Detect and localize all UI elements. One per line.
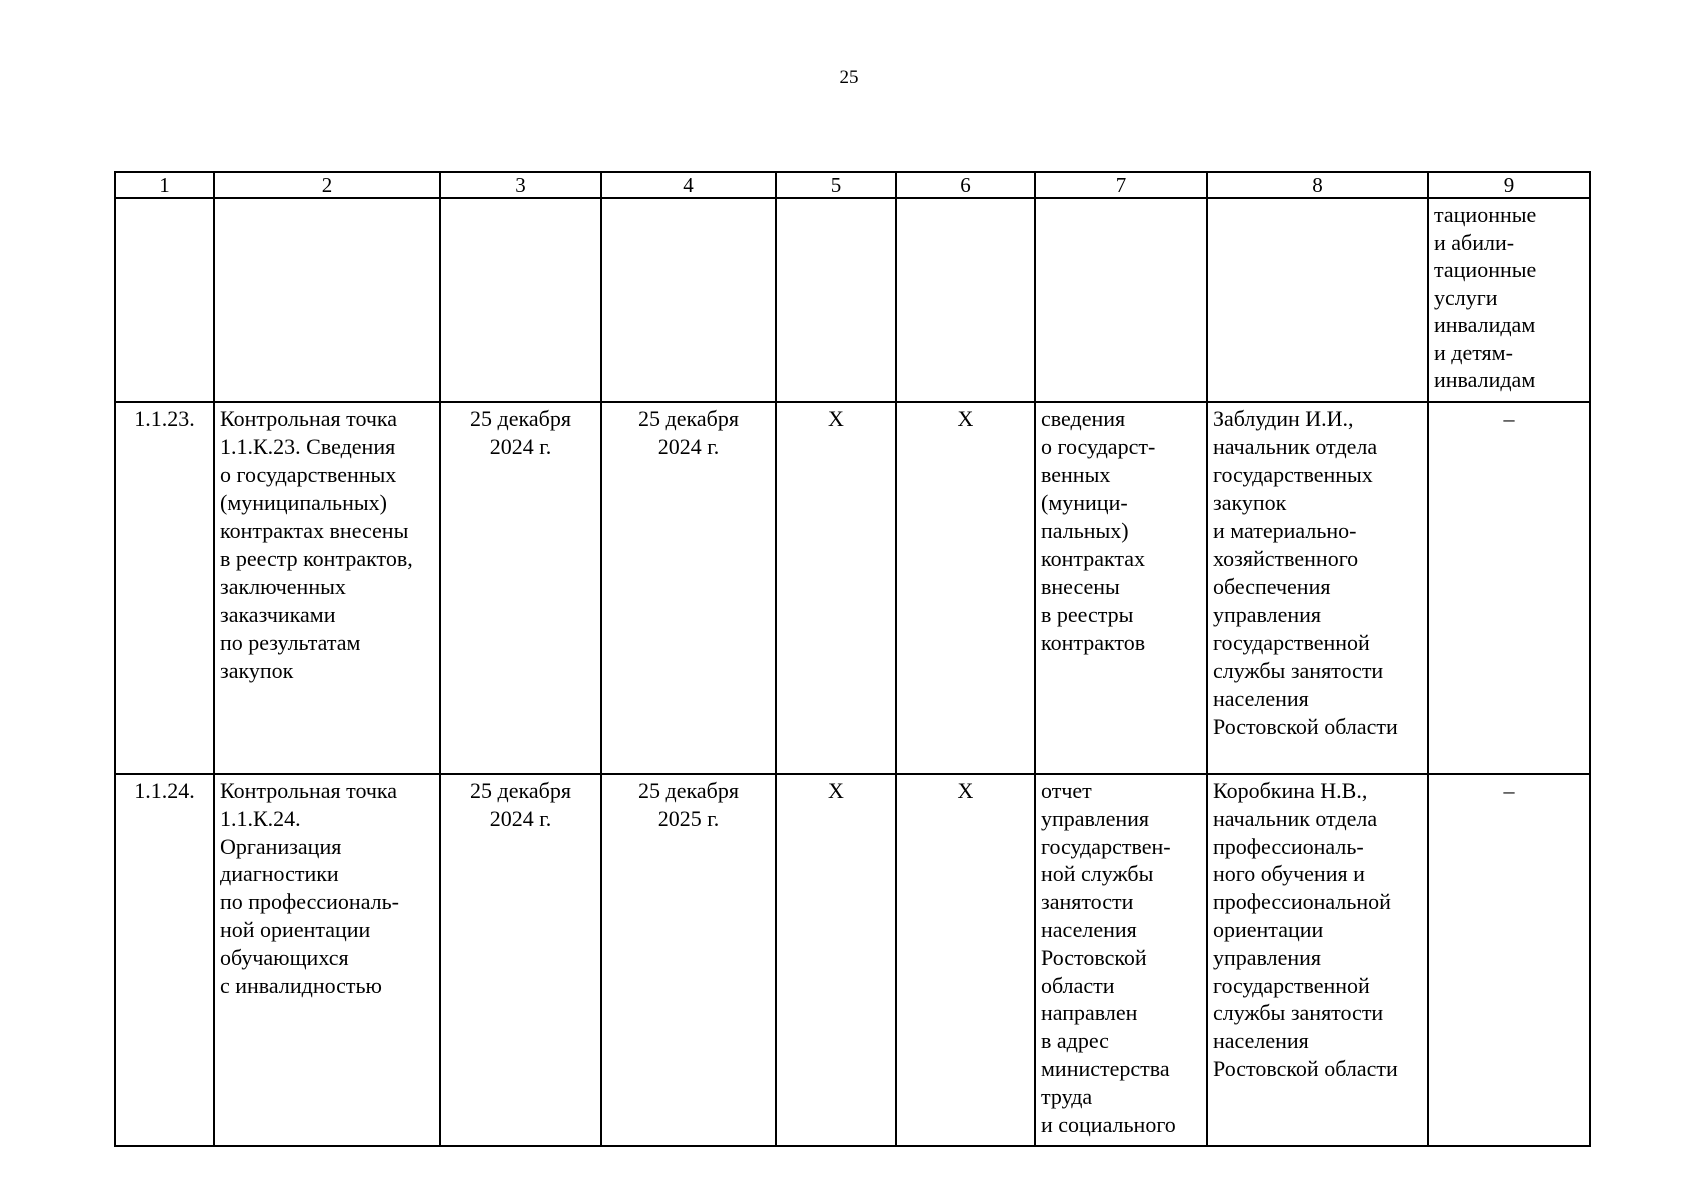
- header-cell-3: 3: [440, 172, 601, 198]
- cell-col5: Х: [776, 402, 896, 774]
- cell-number: 1.1.24.: [115, 774, 214, 1146]
- header-cell-2: 2: [214, 172, 440, 198]
- cell-name: Контрольная точка 1.1.К.23. Сведения о государственных (муниципальных) контрактах внесены в реестр контрактов, заключенных заказчиками по результатам закупок: [214, 402, 440, 774]
- cell-start-date: 25 декабря 2024 г.: [440, 774, 601, 1146]
- cell-number: 1.1.23.: [115, 402, 214, 774]
- cell-col9: –: [1428, 402, 1590, 774]
- cell-result: отчет управления государствен- ной службы занятости населения Ростовской области направлен в адрес министерства труда и социального: [1035, 774, 1207, 1146]
- cell-empty: [601, 198, 776, 402]
- cell-empty: [115, 198, 214, 402]
- cell-end-date: 25 декабря 2025 г.: [601, 774, 776, 1146]
- cell-col6: Х: [896, 774, 1035, 1146]
- table-row-continuation: [115, 198, 1590, 402]
- header-cell-4: 4: [601, 172, 776, 198]
- cell-col6: Х: [896, 402, 1035, 774]
- cell-col5: Х: [776, 774, 896, 1146]
- header-cell-9: 9: [1428, 172, 1590, 198]
- table-row: [115, 402, 1590, 774]
- header-row: [115, 172, 1590, 198]
- cell-end-date: 25 декабря 2024 г.: [601, 402, 776, 774]
- cell-empty: [1035, 198, 1207, 402]
- cell-empty: [776, 198, 896, 402]
- cell-empty: [896, 198, 1035, 402]
- header-cell-1: 1: [115, 172, 214, 198]
- cell-responsible: Заблудин И.И., начальник отдела государственных закупок и материально- хозяйственного обеспечения управления государственной службы занятости населения Ростовской области: [1207, 402, 1428, 774]
- header-cell-5: 5: [776, 172, 896, 198]
- header-cell-7: 7: [1035, 172, 1207, 198]
- cell-empty: [1207, 198, 1428, 402]
- page-number: 25: [839, 67, 859, 88]
- cell-col9: тационные и абили- тационные услуги инвалидам и детям- инвалидам: [1428, 198, 1590, 402]
- cell-empty: [440, 198, 601, 402]
- header-cell-8: 8: [1207, 172, 1428, 198]
- header-cell-6: 6: [896, 172, 1035, 198]
- cell-empty: [214, 198, 440, 402]
- cell-responsible: Коробкина Н.В., начальник отдела профессиональ- ного обучения и профессиональной ориентации управления государственной службы занятости населения Ростовской области: [1207, 774, 1428, 1146]
- cell-start-date: 25 декабря 2024 г.: [440, 402, 601, 774]
- cell-name: Контрольная точка 1.1.К.24. Организация диагностики по профессиональ- ной ориентации обучающихся с инвалидностью: [214, 774, 440, 1146]
- cell-col9: –: [1428, 774, 1590, 1146]
- cell-result: сведения о государст- венных (муници- пальных) контрактах внесены в реестры контрактов: [1035, 402, 1207, 774]
- plan-table: [114, 171, 1591, 1147]
- table-row: [115, 774, 1590, 1146]
